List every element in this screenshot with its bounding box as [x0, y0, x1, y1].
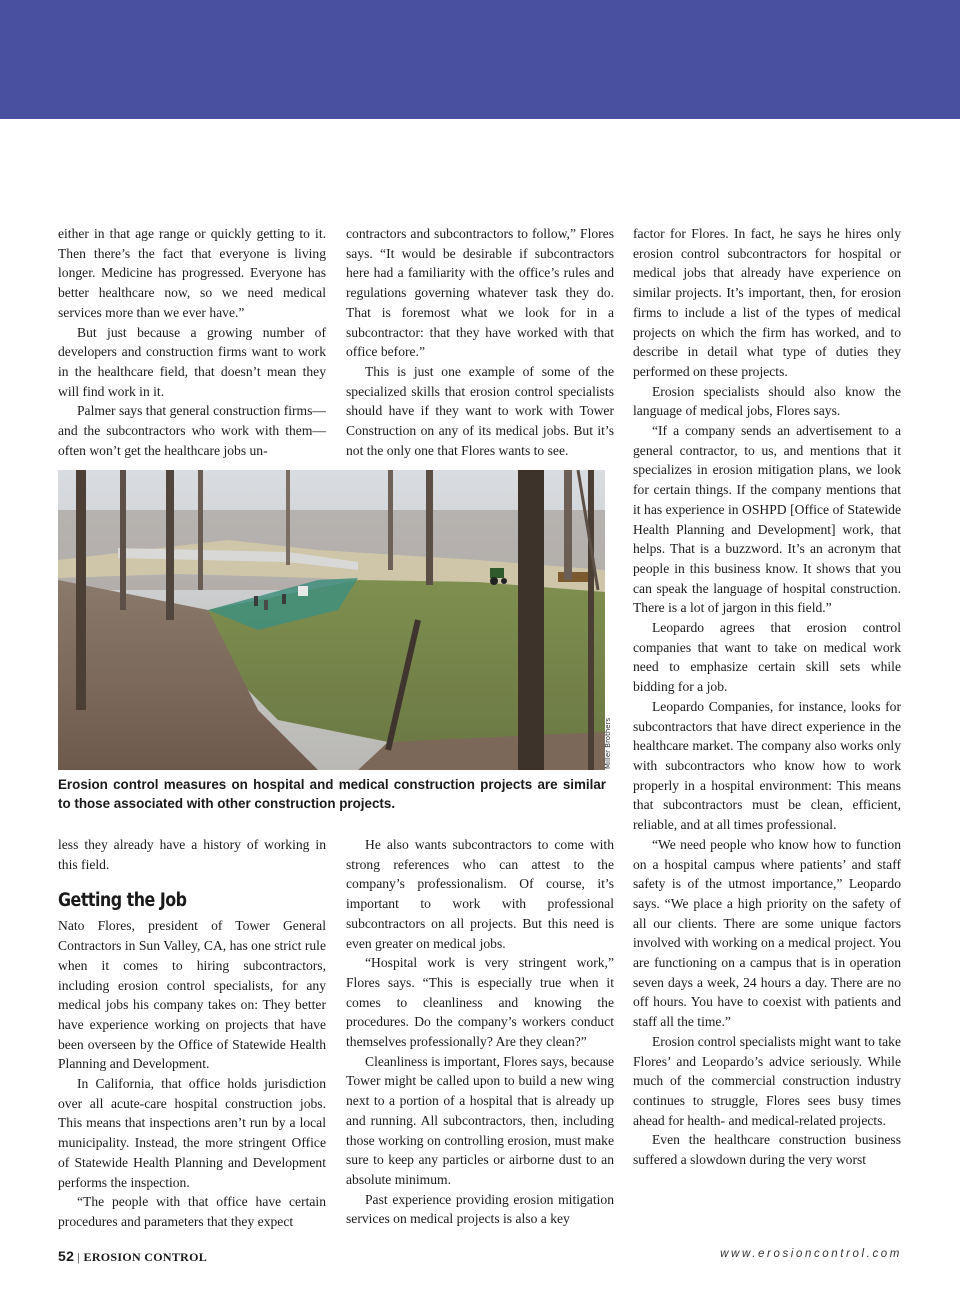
paragraph: “We need people who know how to function on a hospital campus where patients’ and staff safety is of the utmost importance,” Leopardo says. “We place a high priority on the safety of all our clients. There are some unique factors involved with working on a medical project. You are functioning on a campus that is in operation seven days a week, 24 hours a day. There are no off hours. You have to coexist with patients and staff all the time.”: [633, 836, 901, 1030]
paragraph: “Hospital work is very stringent work,” Flores says. “This is especially true when it comes to cleanliness and knowing the procedures. Do the company’s workers conduct themselves professionally? Are they clean?”: [346, 955, 614, 1050]
paragraph: This is just one example of some of the specialized skills that erosion control specialists should have if they want to work with Tower Construction on any of its medical jobs. But it’s not the only one that Flores wants to see.: [346, 363, 614, 458]
page-number: 52: [58, 1248, 75, 1264]
paragraph: Cleanliness is important, Flores says, because Tower might be called upon to build a new wing next to a portion of a hospital that is already up and running. All subcontractors, then, including those working on controlling erosion, must make sure to keep any particles or airborne dust to an absolute minimum.: [346, 1053, 614, 1187]
column-2-top: [346, 224, 614, 460]
header-color-band: [0, 0, 960, 119]
paragraph: Leopardo agrees that erosion control companies that want to take on medical work need to emphasize certain skill sets while bidding for a job.: [633, 620, 901, 695]
paragraph: Even the healthcare construction business suffered a slowdown during the very worst: [633, 1132, 901, 1168]
section-heading: Getting the Job: [58, 890, 187, 912]
paragraph: Erosion specialists should also know the language of medical jobs, Flores says.: [633, 383, 901, 419]
website-url[interactable]: www.erosioncontrol.com: [720, 1248, 902, 1260]
photo-credit-text: Miller Brothers: [604, 717, 612, 769]
paragraph: contractors and subcontractors to follow,” Flores says. “It would be desirable if subcontractors here had a familiarity with the office’s rules and regulations governing whatever task they do. That is foremost what we look for in a subcontractor: that they have worked with that office before.”: [346, 226, 614, 360]
paragraph: He also wants subcontractors to come with strong references who can attest to the company’s professionalism. Of course, it’s important to work with professional subcontractors on all projects. But this need is even greater on medical jobs.: [346, 837, 614, 951]
magazine-name: EROSION CONTROL: [83, 1250, 208, 1264]
paragraph: either in that age range or quickly getting to it. Then there’s the fact that everyone is living longer. Medicine has progressed. Everyone has better healthcare now, so we need medical services more than we ever have.”: [58, 226, 326, 320]
paragraph: Past experience providing erosion mitigation services on medical projects is also a key: [346, 1191, 614, 1227]
paragraph: But just because a growing number of developers and construction firms want to work in the healthcare field, that doesn’t mean they will find work in it.: [58, 324, 326, 399]
paragraph: “The people with that office have certain procedures and parameters that they expect: [58, 1194, 326, 1229]
paragraph: Nato Flores, president of Tower General Contractors in Sun Valley, CA, has one strict rule when it comes to hiring subcontractors, including erosion control specialists, for any medical jobs his company takes on: They better have experience working on projects that have been overseen by the Office of Statewide Health Planning and Development.: [58, 918, 326, 1072]
page-folio: [58, 1248, 207, 1265]
column-1-bottom: [58, 835, 326, 1232]
paragraph: Leopardo Companies, for instance, looks for subcontractors that have direct experience in the healthcare market. The company also works only with subcontractors who know how to work properly in a hospital environment: This means that subcontractors must be clean, efficient, reliable, and at all times professional.: [633, 698, 901, 833]
paragraph: Erosion control specialists might want to take Flores’ and Leopardo’s advice seriously. While much of the commercial construction industry continues to struggle, Flores sees busy times ahead for health- and medical-related projects.: [633, 1033, 901, 1128]
paragraph: “If a company sends an advertisement to a general contractor, to us, and mentions that it specializes in erosion mitigation plans, we look for certain things. If the company mentions that it has experience in OSHPD [Office of Statewide Health Planning and Development] work, that helps. That is a buzzword. It’s an acronym that people in this business know. It shows that you can speak the language of hospital construction. There is a lot of jargon in this field.”: [633, 423, 901, 616]
paragraph: factor for Flores. In fact, he says he hires only erosion control subcontractors for hospital or medical jobs that already have experience on similar projects. It’s important, then, for erosion firms to include a list of the types of medical projects on which the firm has worked, and to describe in detail what type of duties they performed on these projects.: [633, 226, 901, 379]
paragraph: In California, that office holds jurisdiction over all acute-care hospital construction jobs. This means that inspections aren’t run by a local municipality. Instead, the more stringent Office of Statewide Health Planning and Development performs the inspection.: [58, 1076, 326, 1190]
photo-credit: [604, 715, 618, 771]
photo-caption: Erosion control measures on hospital and medical construction projects are similar to those associated with other construction projects.: [58, 777, 606, 811]
paragraph: Palmer says that general construction firms—and the subcontractors who work with them—often won’t get the healthcare jobs un-: [58, 403, 326, 458]
column-1-top: [58, 224, 326, 460]
column-3: [633, 224, 901, 1170]
paragraph: less they already have a history of working in this field.: [58, 837, 326, 872]
folio-separator: |: [77, 1250, 81, 1264]
construction-site-photo: [58, 470, 605, 770]
column-2-bottom: [346, 835, 614, 1229]
